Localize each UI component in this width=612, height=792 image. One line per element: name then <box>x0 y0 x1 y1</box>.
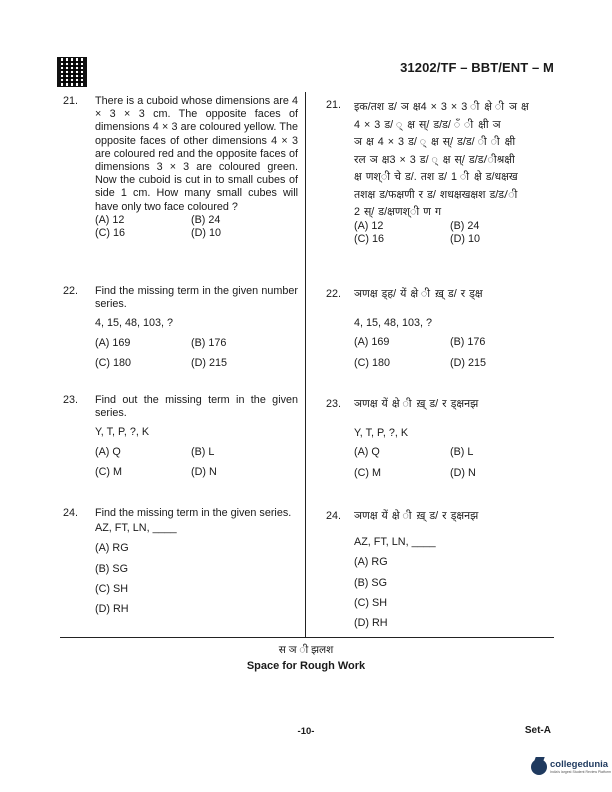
option-a: (A) RG <box>354 556 388 569</box>
series: AZ, FT, LN, ____ <box>354 536 436 549</box>
option-a: (A) 12 <box>95 213 125 226</box>
option-d: (D) N <box>191 465 217 478</box>
question-23-hi: 23. ञणक्ष यें क्षे ी ख़् ड/ र ड्क्षनझ Y, T, P, ?, K (A) Q (B) L (C) M (D) N <box>326 398 556 480</box>
graduation-cap-icon <box>531 759 547 775</box>
option-d: (D) RH <box>95 603 129 616</box>
option-b: (B) 176 <box>450 336 486 349</box>
options <box>354 556 556 630</box>
option-c: (C) 16 <box>354 232 384 245</box>
series: Y, T, P, ?, K <box>95 426 150 439</box>
option-c: (C) 180 <box>95 356 132 369</box>
question-22-en: 22. Find the missing term in the given number series. 4, 15, 48, 103, ? (A) 169 (B) 176 (C) 180 (D) 215 <box>63 285 298 369</box>
option-b: (B) 176 <box>191 336 227 349</box>
qr-code <box>57 57 87 87</box>
question-text: ञणक्ष यें क्षे ी ख़् ड/ र ड्क्षनझ <box>354 510 479 522</box>
options <box>95 214 298 240</box>
option-a: (A) 169 <box>95 336 131 349</box>
question-text: Find out the missing term in the given series. <box>95 394 298 420</box>
option-b: (B) L <box>450 446 474 459</box>
option-b: (B) L <box>191 445 215 458</box>
option-b: (B) 24 <box>450 219 480 232</box>
option-c: (C) M <box>95 465 122 478</box>
option-b: (B) SG <box>95 562 128 575</box>
series: AZ, FT, LN, ____ <box>95 522 177 535</box>
option-a: (A) Q <box>95 445 121 458</box>
option-b: (B) 24 <box>191 213 221 226</box>
question-21-en: 21. There is a cuboid whose dimensions are 4 × 3 × 3 cm. The opposite faces of dimensions 4 × 3 are coloured yellow. The opposite faces of other dimensions 4 × 3 are coloured red and the opposite faces of dimensions 3 × 3 are coloured green. Now the cuboid is cut in to small cubes of side 1 cm. How many small cubes will have only two face coloured ? (A) 12 (B) 24 (C) 16 (D) 10 <box>63 95 298 240</box>
series: 4, 15, 48, 103, ? <box>95 317 174 330</box>
question-text: Find the missing term in the given series. <box>95 507 292 519</box>
option-c: (C) 16 <box>95 227 125 240</box>
page-number: -10- <box>297 726 315 737</box>
question-24-hi: 24. ञणक्ष यें क्षे ी ख़् ड/ र ड्क्षनझ AZ, FT, LN, ____ (A) RG (B) SG (C) SH (D) RH <box>326 510 556 637</box>
option-d: (D) 10 <box>450 232 480 245</box>
option-d: (D) 215 <box>450 356 487 369</box>
column-divider <box>305 92 306 637</box>
collegedunia-logo: collegedunia India's largest Student Review Platform <box>531 759 611 775</box>
question-text: ञणक्ष ड्ह/ यें क्षे ी ख़् ड/ र ड्क्ष <box>354 288 483 300</box>
set-label: Set-A <box>524 725 551 736</box>
question-text: ञणक्ष यें क्षे ी ख़् ड/ र ड्क्षनझ <box>354 398 479 410</box>
option-d: (D) N <box>450 466 476 479</box>
option-c: (C) SH <box>95 582 128 595</box>
options <box>95 446 298 479</box>
series: 4, 15, 48, 103, ? <box>354 317 433 330</box>
option-b: (B) SG <box>354 576 387 589</box>
question-24-en: 24. Find the missing term in the given series. AZ, FT, LN, ____ (A) RG (B) SG (C) SH (D) RH <box>63 507 298 623</box>
question-text: Find the missing term in the given number series. <box>95 285 298 311</box>
options <box>354 446 556 479</box>
option-d: (D) 215 <box>191 356 228 369</box>
option-a: (A) Q <box>354 446 380 459</box>
question-22-hi: 22. ञणक्ष ड्ह/ यें क्षे ी ख़् ड/ र ड्क्ष 4, 15, 48, 103, ? (A) 169 (B) 176 (C) 180 (D) 215 <box>326 288 556 370</box>
option-d: (D) RH <box>354 617 388 630</box>
question-23-en: 23. Find out the missing term in the given series. Y, T, P, ?, K (A) Q (B) L (C) M (D) N <box>63 394 298 478</box>
option-c: (C) SH <box>354 596 387 609</box>
options <box>95 337 298 370</box>
series: Y, T, P, ?, K <box>354 427 409 440</box>
option-a: (A) RG <box>95 542 129 555</box>
paper-code: 31202/TF – BBT/ENT – M <box>400 60 554 75</box>
options <box>95 542 298 616</box>
option-d: (D) 10 <box>191 227 221 240</box>
option-a: (A) 12 <box>354 219 384 232</box>
options <box>354 220 556 246</box>
rough-work-label: Space for Rough Work <box>246 660 366 672</box>
option-c: (C) M <box>354 466 381 479</box>
question-21-hi: 21. इक/तश ड/ ञ क्ष4 × 3 × 3 ी क्षे ी ञ क्ष 4 × 3 ड/ ् क्ष स्/ ड/ड/ ँ ी क्षी ञ ञ क्ष 4 × 3 ड/ ् क्ष स्/ ड/ड/ ी ी क्षी रल ञ क्ष3 × 3 ड/ ् क्ष स्/ ड/ड/ीश्रक्षी क्ष णश्ी चे ड/. तश ड/ 1 ी क्षे ड/धक्षख तशक्ष ड/फक्षणी र ड/ शधक्षखक्षश ड/ड/ी 2 स्/ ड/क्षणश्ी ण ग (A) 12 (B) 24 (C) 16 (D) 10 <box>326 99 556 246</box>
options <box>354 336 556 369</box>
option-a: (A) 169 <box>354 336 390 349</box>
option-c: (C) 180 <box>354 356 391 369</box>
question-text: इक/तश ड/ ञ क्ष4 × 3 × 3 ी क्षे ी ञ क्ष 4 × 3 ड/ ् क्ष स्/ ड/ड/ ँ ी क्षी ञ ञ क्ष 4 × 3 ड/ ् क्ष स्/ ड/ड/ ी ी क्षी रल ञ क्ष3 × 3 ड/ ् क्ष स्/ ड/ड/ीश्रक्षी क्ष णश्ी चे ड/. तश ड/ 1 ी क्षे ड/धक्षख तशक्ष ड/फक्षणी र ड/ शधक्षखक्षश ड/ड/ी 2 स्/ ड/क्षणश्ी ण ग <box>354 101 529 218</box>
rough-work-label-hindi: स ञ ी झलश <box>278 644 334 656</box>
question-text: There is a cuboid whose dimensions are 4 × 3 × 3 cm. The opposite faces of dimensions 4 × 3 are coloured yellow. The opposite faces of other dimensions 4 × 3 are coloured red and the opposite faces of dimensions 3 × 3 are coloured green. Now the cuboid is cut in to small cubes of side 1 cm. How many small cubes will have only two face coloured ? <box>95 95 298 213</box>
